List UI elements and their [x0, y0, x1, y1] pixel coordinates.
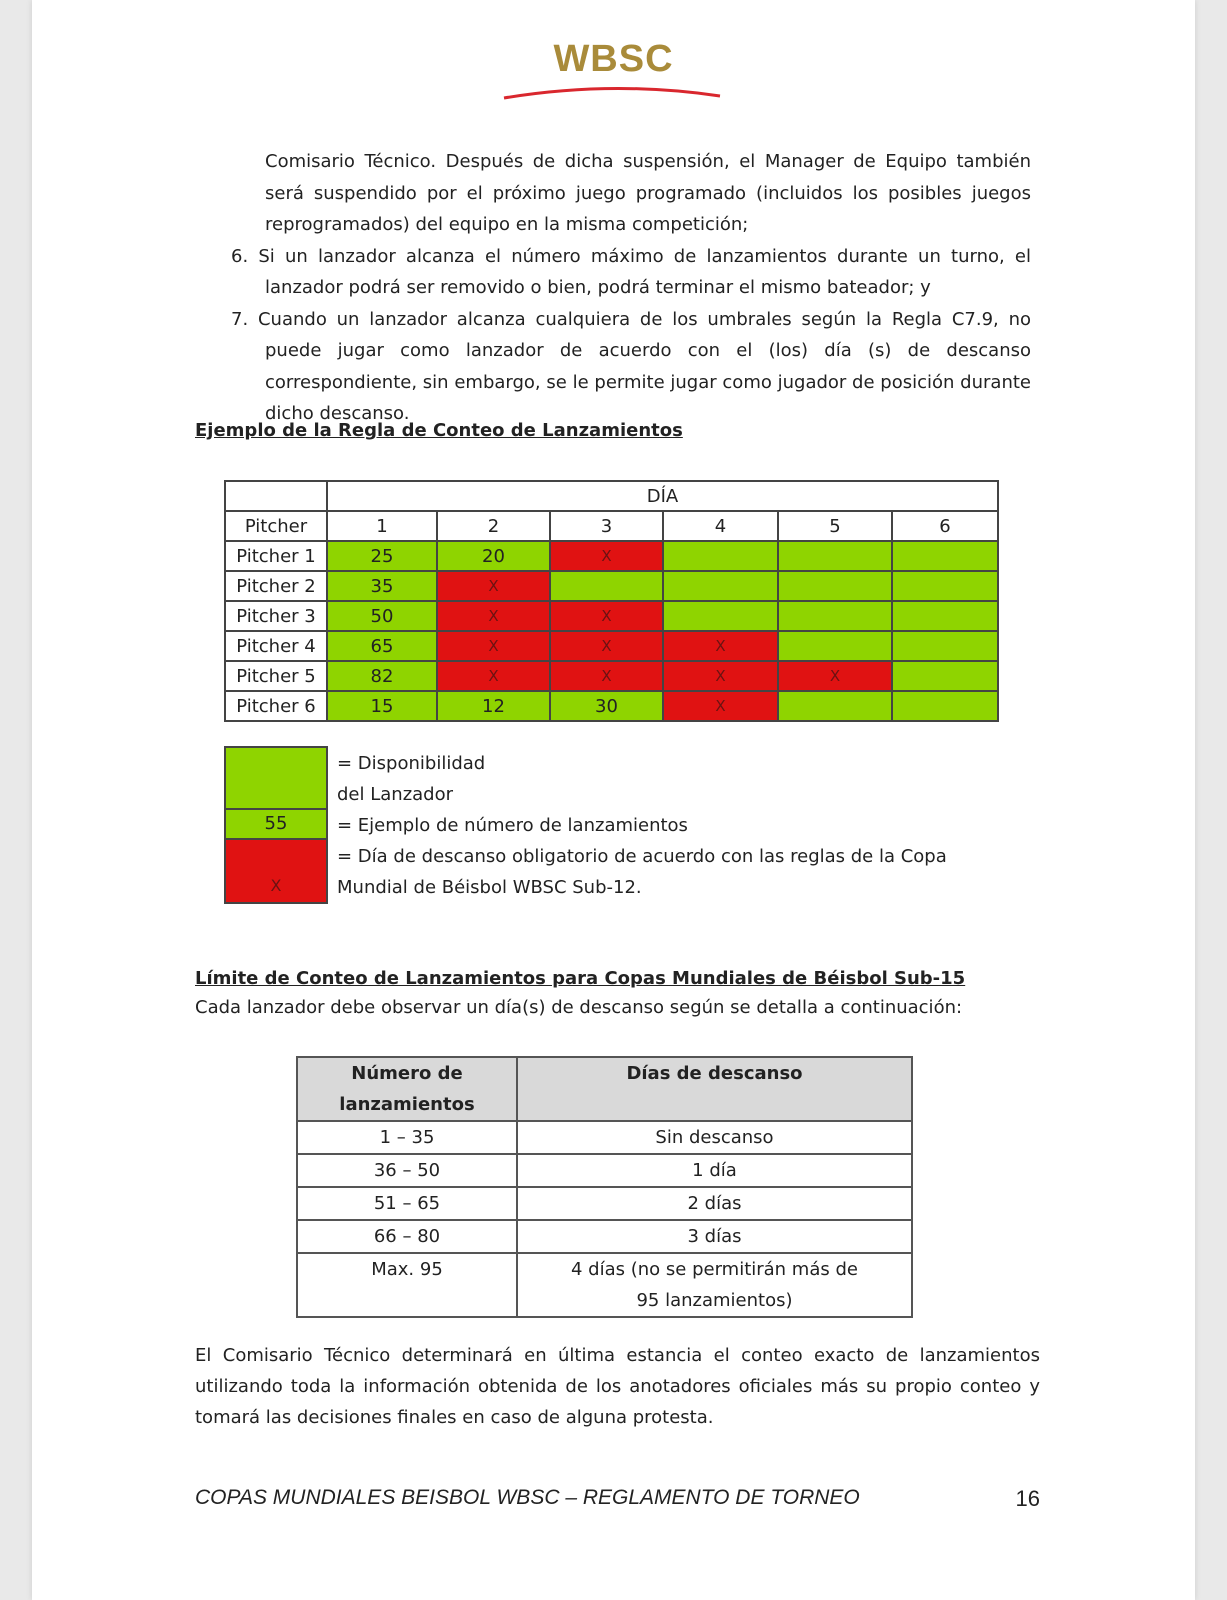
available-cell: [778, 691, 892, 721]
rest-day-cell: X: [437, 571, 550, 601]
day-number-cell: 6: [892, 511, 998, 541]
logo-swoosh-icon: [502, 82, 722, 102]
legend-available-swatch: [224, 746, 328, 812]
available-cell: [663, 571, 778, 601]
pitcher-name-cell: Pitcher 6: [225, 691, 327, 721]
day-number-cell: 1: [327, 511, 437, 541]
legend-rest-swatch: X: [224, 838, 328, 904]
rest-days-cell: 2 días: [517, 1187, 912, 1220]
available-cell: 25: [327, 541, 437, 571]
table-row: [297, 1253, 912, 1317]
rest-day-cell: X: [663, 691, 778, 721]
available-cell: [778, 601, 892, 631]
available-cell: [892, 601, 998, 631]
document-page: [32, 0, 1195, 1600]
legend-count-text: = Ejemplo de número de lanzamientos: [337, 815, 688, 836]
pitch-range-cell: 1 – 35: [297, 1121, 517, 1154]
intro-text: [231, 146, 1031, 430]
rest-day-cell: X: [550, 601, 663, 631]
available-cell: 20: [437, 541, 550, 571]
table-row: [297, 1220, 912, 1253]
list-item-7: 7. Cuando un lanzador alcanza cualquiera de los umbrales según la Regla C7.9, no puede jugar como lanzador de acuerdo con el (los) día (s) de descanso correspondiente, sin embargo, se le permite jugar como jugador de posición durante dicho descanso.: [231, 308, 1031, 424]
rest-day-cell: X: [778, 661, 892, 691]
available-cell: [778, 631, 892, 661]
available-cell: [892, 631, 998, 661]
available-cell: [892, 541, 998, 571]
available-cell: [778, 571, 892, 601]
available-cell: 15: [327, 691, 437, 721]
table-row: [225, 631, 998, 661]
rest-days-cell: 3 días: [517, 1220, 912, 1253]
table-row: [225, 571, 998, 601]
available-cell: 50: [327, 601, 437, 631]
available-cell: [550, 571, 663, 601]
available-cell: [892, 571, 998, 601]
rest-day-cell: X: [437, 631, 550, 661]
rest-days-cell: Sin descanso: [517, 1121, 912, 1154]
available-cell: 82: [327, 661, 437, 691]
table-row: [225, 661, 998, 691]
pitcher-name-cell: Pitcher 2: [225, 571, 327, 601]
rest-day-cell: X: [437, 601, 550, 631]
day-header: DÍA: [327, 481, 998, 511]
available-cell: 65: [327, 631, 437, 661]
page-number: 16: [1015, 1486, 1040, 1511]
day-number-cell: 2: [437, 511, 550, 541]
wbsc-logo: WBSC: [553, 38, 674, 80]
table-row: [225, 541, 998, 571]
pitch-count-example-table: [224, 480, 999, 722]
pitch-range-cell: 66 – 80: [297, 1220, 517, 1253]
rest-day-cell: X: [437, 661, 550, 691]
legend-available-text: = Disponibilidad del Lanzador: [337, 753, 486, 805]
legend-count-swatch: 55: [224, 808, 328, 840]
footer-title: COPAS MUNDIALES BEISBOL WBSC – REGLAMENTO DE TORNEO: [195, 1486, 860, 1509]
pitcher-name-cell: Pitcher 4: [225, 631, 327, 661]
day-number-row: [225, 511, 998, 541]
rest-days-cell: 4 días (no se permitirán más de 95 lanzamientos): [517, 1253, 912, 1317]
available-cell: 12: [437, 691, 550, 721]
table-row: [297, 1154, 912, 1187]
table-row: [297, 1187, 912, 1220]
closing-paragraph: El Comisario Técnico determinará en última estancia el conteo exacto de lanzamientos utilizando toda la información obtenida de los anotadores oficiales más su propio conteo y tomará las decisiones finales en caso de alguna protesta.: [195, 1345, 1040, 1428]
day-number-cell: 4: [663, 511, 778, 541]
available-cell: [892, 661, 998, 691]
pitcher-name-cell: Pitcher 3: [225, 601, 327, 631]
rest-days-cell: 1 día: [517, 1154, 912, 1187]
table-row: [297, 1121, 912, 1154]
table-row: [225, 601, 998, 631]
pitch-range-cell: 36 – 50: [297, 1154, 517, 1187]
day-header-row: [225, 481, 998, 511]
list-item-6: 6. Si un lanzador alcanza el número máximo de lanzamientos durante un turno, el lanzador podrá ser removido o bien, podrá terminar el mismo bateador; y: [231, 245, 1031, 298]
day-number-cell: 5: [778, 511, 892, 541]
pitch-range-cell: Max. 95: [297, 1253, 517, 1317]
rest-day-cell: X: [663, 631, 778, 661]
empty-corner-cell: [225, 481, 327, 511]
rest-day-cell: X: [663, 661, 778, 691]
col-header-pitches: Número de lanzamientos: [297, 1057, 517, 1121]
day-number-cell: 3: [550, 511, 663, 541]
available-cell: [663, 601, 778, 631]
available-cell: 35: [327, 571, 437, 601]
table-header-row: [297, 1057, 912, 1121]
limits-heading: Límite de Conteo de Lanzamientos para Copas Mundiales de Béisbol Sub-15: [195, 968, 966, 989]
rest-day-cell: X: [550, 661, 663, 691]
pitcher-name-cell: Pitcher 5: [225, 661, 327, 691]
pitch-range-cell: 51 – 65: [297, 1187, 517, 1220]
col-header-rest: Días de descanso: [517, 1057, 912, 1121]
table-row: [225, 691, 998, 721]
rest-days-table: [296, 1056, 913, 1318]
pitcher-header: Pitcher: [225, 511, 327, 541]
available-cell: 30: [550, 691, 663, 721]
available-cell: [778, 541, 892, 571]
example-heading: Ejemplo de la Regla de Conteo de Lanzamientos: [195, 420, 683, 441]
continuation-paragraph: Comisario Técnico. Después de dicha suspensión, el Manager de Equipo también será suspendido por el próximo juego programado (incluidos los posibles juegos reprogramados) del equipo en la misma competición;: [265, 151, 1031, 235]
available-cell: [892, 691, 998, 721]
rest-day-cell: X: [550, 631, 663, 661]
legend-rest-text: = Día de descanso obligatorio de acuerdo con las reglas de la Copa Mundial de Béisbol WBSC Sub-12.: [337, 846, 947, 898]
pitcher-name-cell: Pitcher 1: [225, 541, 327, 571]
available-cell: [663, 541, 778, 571]
rest-day-cell: X: [550, 541, 663, 571]
limits-subtitle: Cada lanzador debe observar un día(s) de descanso según se detalla a continuación:: [195, 997, 963, 1018]
